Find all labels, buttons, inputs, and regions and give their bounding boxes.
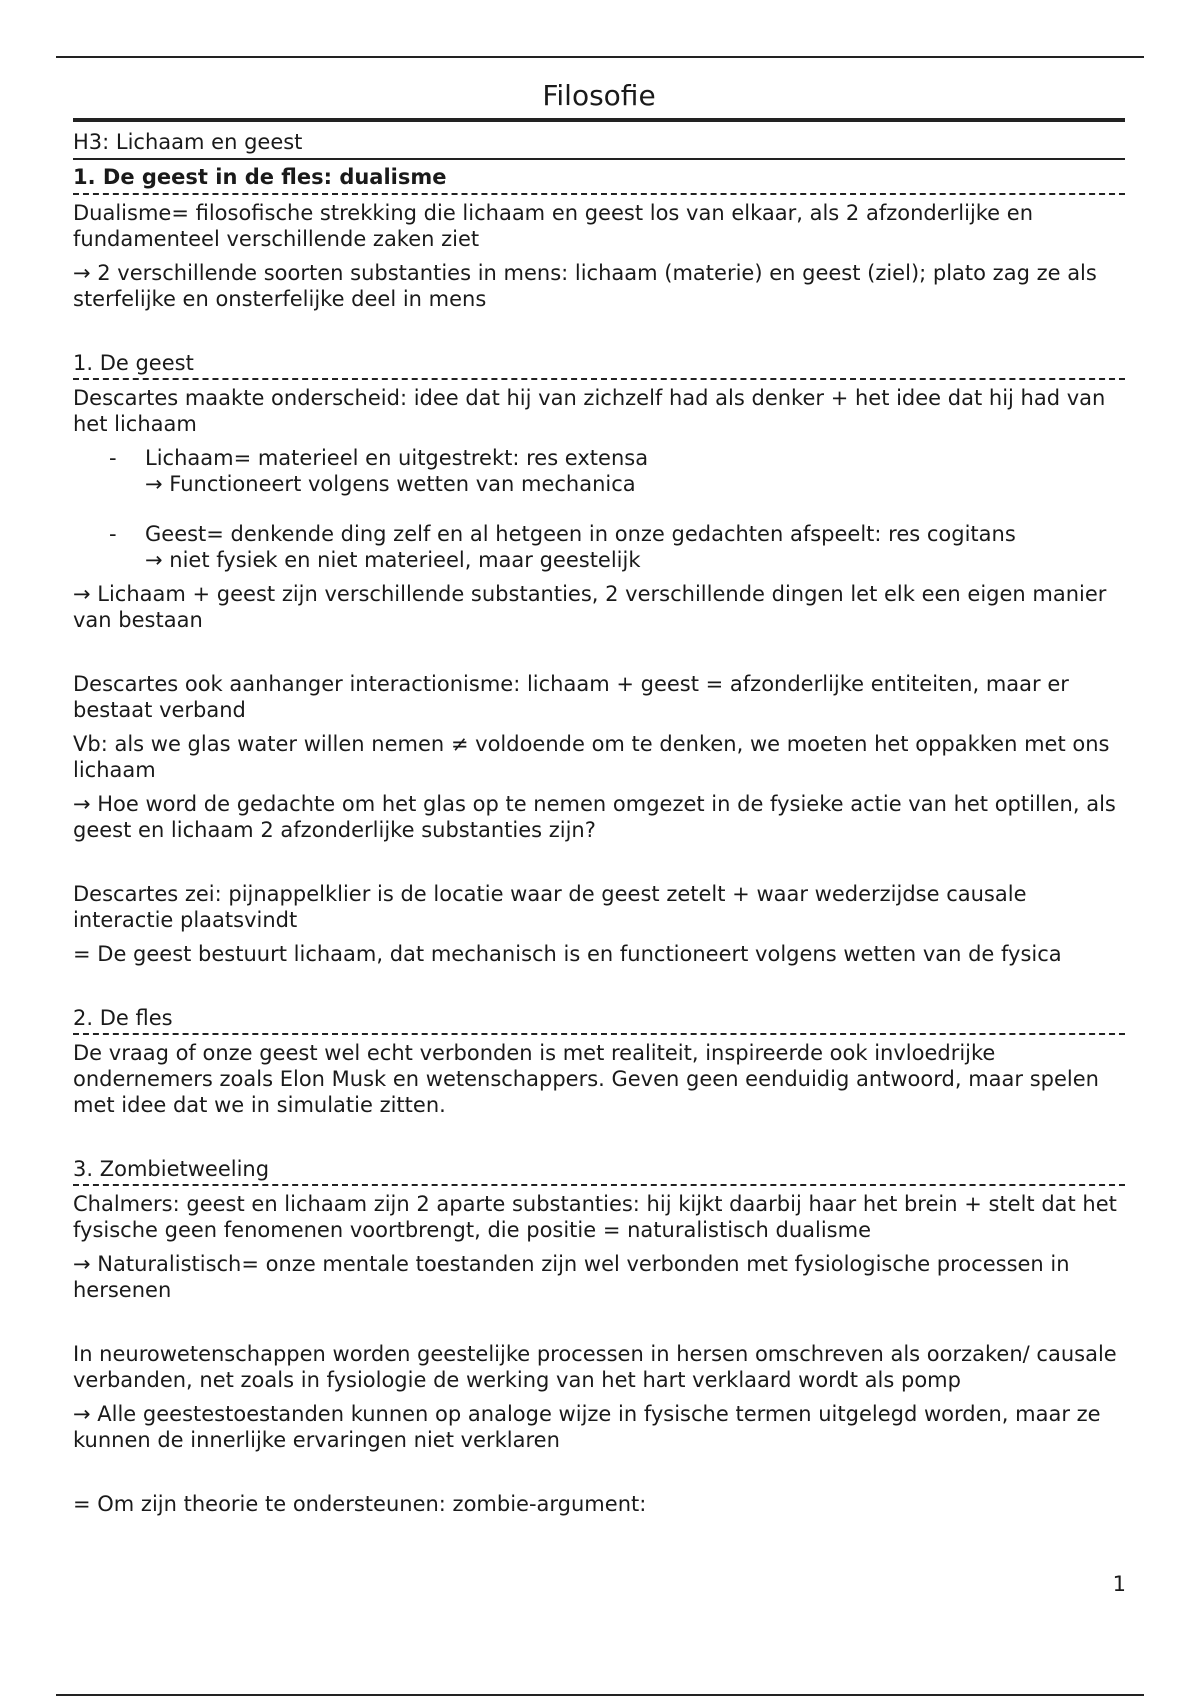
list-item-text: Lichaam= materieel en uitgestrekt: res extensa xyxy=(145,446,649,470)
subsection-heading-de-geest: 1. De geest xyxy=(73,350,1125,380)
subsection-heading-zombietweeling: 3. Zombietweeling xyxy=(73,1156,1125,1186)
pineal-paragraph: Descartes zei: pijnappelklier is de locatie waar de geest zetelt + waar wederzijdse causale interactie plaatsvindt xyxy=(73,882,1027,932)
question-paragraph: → Hoe word de gedachte om het glas op te nemen omgezet in de fysieke actie van het optillen, als geest en lichaam 2 afzonderlijke substanties zijn? xyxy=(73,792,1116,842)
interactionism-paragraph: Descartes ook aanhanger interactionisme: lichaam + geest = afzonderlijke entiteiten, maar er bestaat verband xyxy=(73,672,1069,722)
dash-bullet: - xyxy=(109,522,117,546)
bullet-list xyxy=(73,445,1125,573)
fles-paragraph: De vraag of onze geest wel echt verbonden is met realiteit, inspireerde ook invloedrijke ondernemers zoals Elon Musk en wetenschappers. Geven geen eenduidig antwoord, maar spelen met idee dat we in simulatie zitten. xyxy=(73,1041,1099,1117)
list-item-subtext: → niet fysiek en niet materieel, maar geestelijk xyxy=(145,548,641,572)
naturalistic-paragraph: → Naturalistisch= onze mentale toestanden zijn wel verbonden met fysiologische processen in hersenen xyxy=(73,1252,1070,1302)
page-number: 1 xyxy=(1112,1572,1126,1596)
analogy-paragraph: → Alle geestestoestanden kunnen op analoge wijze in fysische termen uitgelegd worden, maar ze kunnen de innerlijke ervaringen niet verklaren xyxy=(73,1402,1101,1452)
dash-bullet: - xyxy=(109,446,117,470)
definition-paragraph: Dualisme= filosofische strekking die lichaam en geest los van elkaar, als 2 afzonderlijke en fundamenteel verschillende zaken ziet xyxy=(73,201,1034,251)
page-top-rule xyxy=(56,56,1144,58)
list-item xyxy=(73,445,1125,497)
section-heading-dualisme: 1. De geest in de fles: dualisme xyxy=(73,164,1125,195)
subsection-heading-de-fles: 2. De fles xyxy=(73,1005,1125,1035)
list-item-text: Geest= denkende ding zelf en al hetgeen in onze gedachten afspeelt: res cogitans xyxy=(145,522,1016,546)
page-bottom-rule xyxy=(56,1694,1144,1696)
control-paragraph: = De geest bestuurt lichaam, dat mechanisch is en functioneert volgens wetten van de fysica xyxy=(73,942,1062,966)
chapter-heading: H3: Lichaam en geest xyxy=(73,127,1125,160)
neuroscience-paragraph: In neurowetenschappen worden geestelijke processen in hersen omschreven als oorzaken/ causale verbanden, net zoals in fysiologie de werking van het hart verklaard wordt als pomp xyxy=(73,1342,1117,1392)
chalmers-paragraph: Chalmers: geest en lichaam zijn 2 aparte substanties: hij kijkt daarbij haar het brein + stelt dat het fysische geen fenomenen voortbrengt, die positie = naturalistisch dualisme xyxy=(73,1192,1117,1242)
document-body xyxy=(73,78,1125,1525)
descartes-intro-paragraph: Descartes maakte onderscheid: idee dat hij van zichzelf had als denker + het idee dat hij had van het lichaam xyxy=(73,386,1106,436)
zombie-argument-paragraph: = Om zijn theorie te ondersteunen: zombie-argument: xyxy=(73,1492,647,1516)
list-item xyxy=(73,521,1125,573)
arrow-note-paragraph: → 2 verschillende soorten substanties in mens: lichaam (materie) en geest (ziel); plato zag ze als sterfelijke en onsterfelijke deel in mens xyxy=(73,261,1097,311)
document-title: Filosofie xyxy=(73,78,1125,122)
conclusion-paragraph: → Lichaam + geest zijn verschillende substanties, 2 verschillende dingen let elk een eigen manier van bestaan xyxy=(73,582,1107,632)
example-paragraph: Vb: als we glas water willen nemen ≠ voldoende om te denken, we moeten het oppakken met ons lichaam xyxy=(73,732,1110,782)
list-item-subtext: → Functioneert volgens wetten van mechanica xyxy=(145,472,636,496)
